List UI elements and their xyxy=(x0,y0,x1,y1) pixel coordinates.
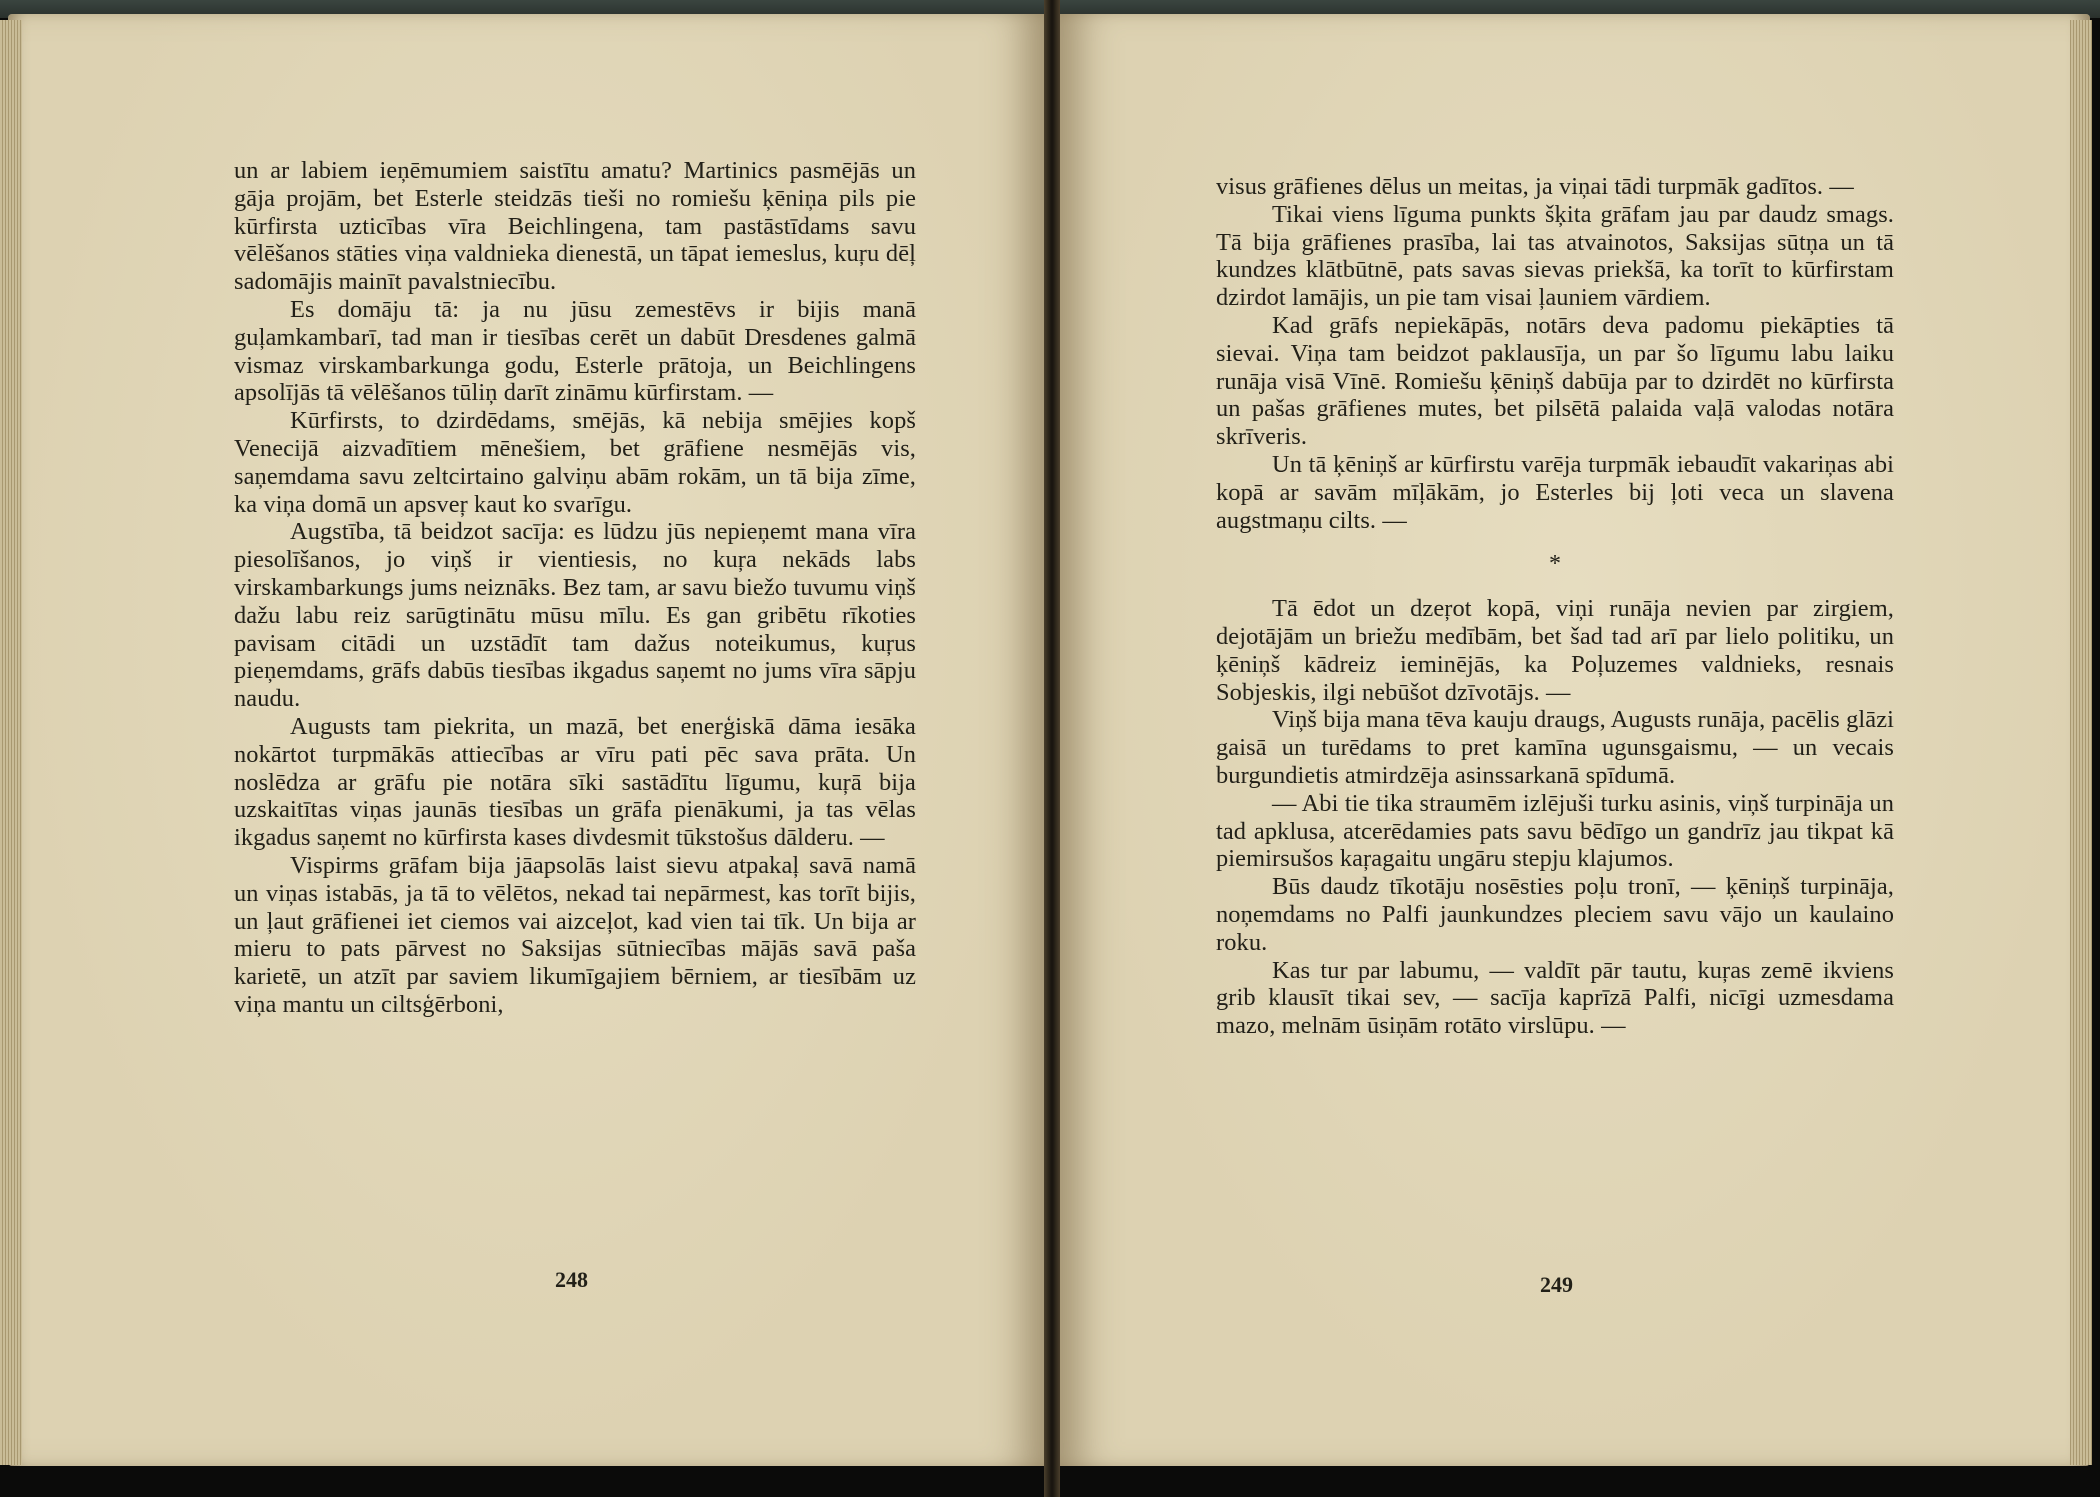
paragraph: Augusts tam piekrita, un mazā, bet enerģiskā dāma iesāka nokārtot turpmākās attiecības ar vīru pati pēc sava prāta. Un noslēdza ar grāfu pie notāra sīki sastādītu līgumu, kuŗā bija uzskaitītas viņas jaunās tiesības un grāfa pienākumi, ja tas vēlas ikgadus saņemt no kūrfirsta kases divdesmit tūkstošus dālderu. — xyxy=(234,712,916,852)
left-page-edges xyxy=(0,20,22,1465)
page-number-right: 249 xyxy=(1540,1272,1573,1297)
paragraph: Kas tur par labumu, — valdīt pār tautu, kuŗas zemē ikviens grib klausīt tikai sev, — sacīja kaprīzā Palfi, nicīgi uzmesdama mazo, melnām ūsiņām rotāto virslūpu. — xyxy=(1216,956,1894,1040)
paragraph: un ar labiem ieņēmumiem saistītu amatu? Martinics pasmējās un gāja projām, bet Esterle steidzās tieši no romiešu ķēniņa pils pie kūrfirsta uzticības vīra Beichlingena, tam pastāstīdams savu vēlēšanos stāties viņa valdnieka dienestā, un tāpat iemeslus, kuŗu dēļ sadomājis mainīt pavalstniecību. xyxy=(234,157,916,296)
page-number-left: 248 xyxy=(555,1267,588,1292)
paragraph: Un tā ķēniņš ar kūrfirstu varēja turpmāk iebaudīt vakariņas abi kopā ar savām mīļākām, jo Esterles bij ļoti veca un slavena augstmaņu cilts. — xyxy=(1216,450,1894,534)
paragraph: Kūrfirsts, to dzirdēdams, smējās, kā nebija smējies kopš Venecijā aizvadītiem mēnešiem, bet grāfiene nesmējās vis, saņemdama savu zeltcirtaino galviņu abām rokām, un tā bija zīme, ka viņa domā un apsveŗ kaut ko svarīgu. xyxy=(234,407,916,518)
right-page-edges xyxy=(2070,20,2092,1465)
paragraph: — Abi tie tika straumēm izlējuši turku asinis, viņš turpināja un tad apklusa, atcerēdamies pats savu bēdīgo un gandrīz jau tikpat kā piemirsušos kaŗagaitu ungāru stepju klajumos. xyxy=(1216,789,1894,873)
paragraph: Viņš bija mana tēva kauju draugs, Augusts runāja, pacēlis glāzi gaisā un turēdams to pret kamīna ugunsgaismu, — un vecais burgundietis atmirdzēja asinssarkanā spīdumā. xyxy=(1216,706,1894,789)
paragraph: Vispirms grāfam bija jāapsolās laist sievu atpakaļ savā namā un viņas istabās, ja tā to vēlētos, nekad tai nepārmest, kas torīt bijis, un ļaut grāfienei iet ciemos vai aizceļot, kad vien tai tīk. Un bija ar mieru to pats pārvest no Saksijas sūtniecības mājās savā paša karietē, un atzīt par saviem likumīgajiem bērniem, ar tiesībām uz viņa mantu un ciltsģērboni, xyxy=(234,851,916,1018)
left-page-text xyxy=(234,157,916,1019)
book-gutter xyxy=(1044,0,1060,1497)
paragraph: visus grāfienes dēlus un meitas, ja viņai tādi turpmāk gadītos. — xyxy=(1216,173,1854,200)
paragraph: Tā ēdot un dzeŗot kopā, viņi runāja nevien par zirgiem, dejotājām un briežu medībām, bet šad tad arī par lielo politiku, un ķēniņš kādreiz ieminējās, ka Poļuzemes valdnieks, resnais Sobjeskis, ilgi nebūšot dzīvotājs. — xyxy=(1216,595,1894,706)
paragraph: Kad grāfs nepiekāpās, notārs deva padomu piekāpties tā sievai. Viņa tam beidzot paklausīja, un par šo līgumu labu laiku runāja visā Vīnē. Romiešu ķēniņš dabūja par to dzirdēt no kūrfirsta un pašas grāfienes mutes, bet pilsētā palaida vaļā valodas notāra skrīveris. xyxy=(1216,311,1894,451)
right-page-text xyxy=(1216,173,1894,1040)
paragraph: Es domāju tā: ja nu jūsu zemestēvs ir bijis manā guļamkambarī, tad man ir tiesības cerēt un dabūt Dresdenes galmā vismaz virskambarkunga godu, Esterle prātoja, un Beichlingens apsolījās tā vēlēšanos tūliņ darīt zināmu kūrfirstam. — xyxy=(234,295,916,407)
paragraph: Būs daudz tīkotāju nosēsties poļu tronī, — ķēniņš turpināja, noņemdams no Palfi jaunkundzes pleciem savu vājo un kaulaino roku. xyxy=(1216,873,1894,956)
paragraph: Tikai viens līguma punkts šķita grāfam jau par daudz smags. Tā bija grāfienes prasība, lai tas atvainotos, Saksijas sūtņa un tā kundzes klātbūtnē, pats savas sievas priekšā, ka torīt to kūrfirstam dzirdot lamājis, un pie tam visai ļauniem vārdiem. xyxy=(1216,200,1894,312)
paragraph: Augstība, tā beidzot sacīja: es lūdzu jūs nepieņemt mana vīra piesolīšanos, jo viņš ir vientiesis, no kuŗa nekāds labs virskambarkungs jums neiznāks. Bez tam, ar savu biežo tuvumu viņš dažu labu reiz sarūgtinātu mūsu mīlu. Es gan gribētu rīkoties pavisam citādi un uzstādīt tam dažus noteikumus, kuŗus pieņemdams, grāfs dabūs tiesības ikgadus saņemt no jums vīra sāpju naudu. xyxy=(234,518,916,713)
section-break: * xyxy=(1548,551,1562,578)
